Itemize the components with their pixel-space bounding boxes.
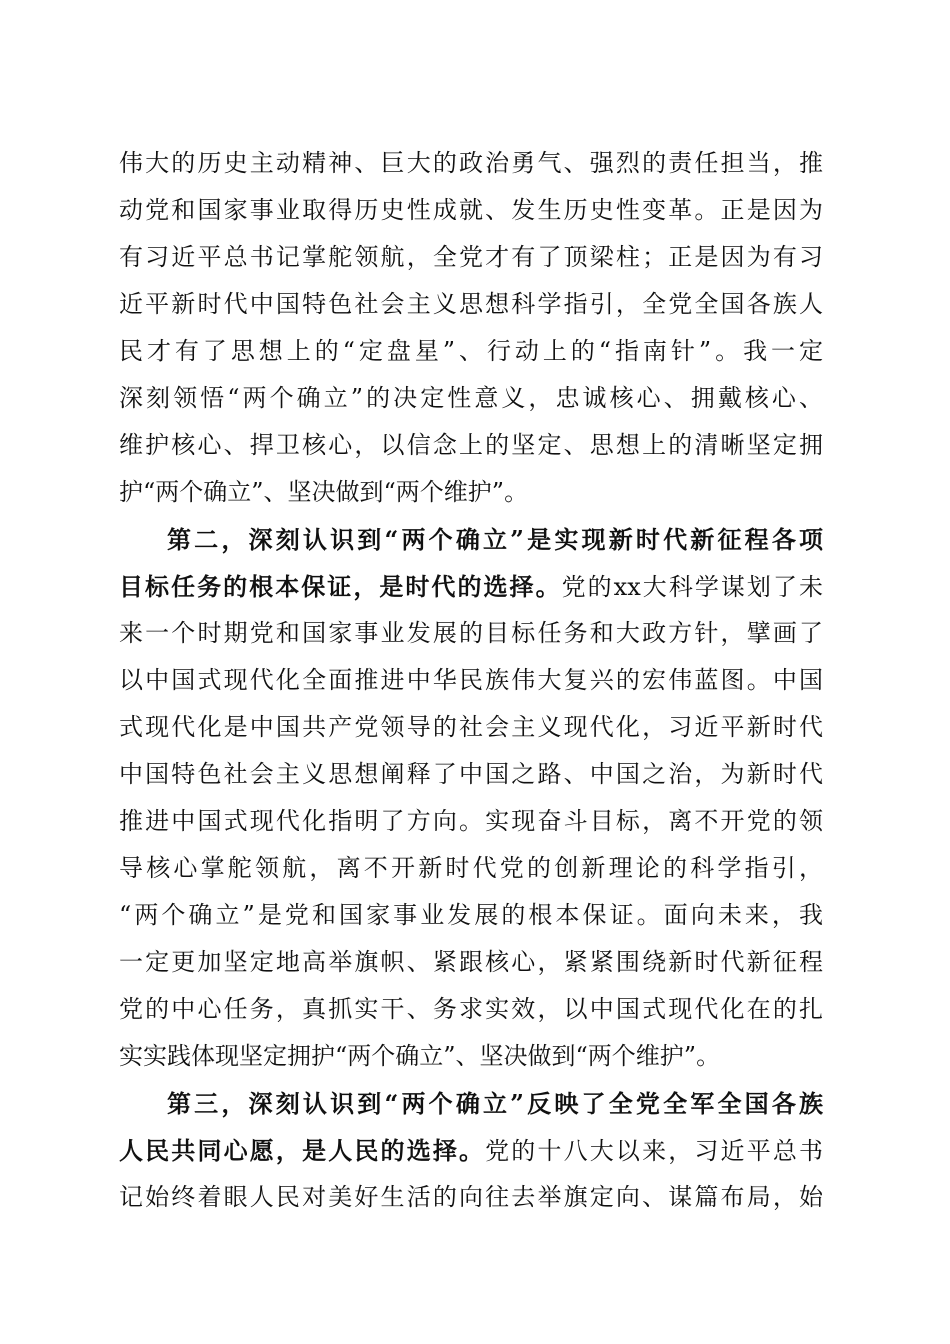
paragraph-2 [119, 516, 823, 1080]
text-line: 记始终着眼人民对美好生活的向往去举旗定向、谋篇布局，始 [119, 1183, 823, 1211]
text-line: 民才有了思想上的“定盘星”、行动上的“指南针”。我一定 [119, 337, 823, 365]
paragraph-3-body-start: 党的十八大以来，习近平总书 [485, 1137, 824, 1165]
text-line: 动党和国家事业取得历史性成就、发生历史性变革。正是因为 [119, 196, 823, 224]
text-line: “两个确立”是党和国家事业发展的根本保证。面向未来，我 [119, 901, 823, 929]
text-line: 党的中心任务，真抓实干、务求实效，以中国式现代化在的扎 [119, 995, 823, 1023]
text-line: 推进中国式现代化指明了方向。实现奋斗目标，离不开党的领 [119, 807, 823, 835]
text-line: 护“两个确立”、坚决做到“两个维护”。 [119, 478, 529, 506]
text-line: 中国特色社会主义思想阐释了中国之路、中国之治，为新时代 [119, 760, 823, 788]
text-line: 导核心掌舵领航，离不开新时代党的创新理论的科学指引， [119, 854, 823, 882]
paragraph-2-heading-tail: 目标任务的根本保证，是时代的选择。 [119, 572, 562, 601]
paragraph-3-heading-tail: 人民共同心愿，是人民的选择。 [119, 1136, 486, 1165]
paragraph-2-heading-line-2 [119, 563, 823, 610]
text-line: 深刻领悟“两个确立”的决定性意义，忠诚核心、拥戴核心、 [119, 384, 823, 412]
text-line: 伟大的历史主动精神、巨大的政治勇气、强烈的责任担当，推 [119, 149, 823, 177]
paragraph-2-heading-line: 第二，深刻认识到“两个确立”是实现新时代新征程各项 [167, 525, 823, 554]
text-line: 以中国式现代化全面推进中华民族伟大复兴的宏伟蓝图。中国 [119, 666, 823, 694]
paragraph-3-heading-line-2 [119, 1127, 823, 1174]
paragraph-2-body-start: 党的xx大科学谋划了未 [561, 573, 823, 601]
text-line: 维护核心、捍卫核心，以信念上的坚定、思想上的清晰坚定拥 [119, 431, 823, 459]
text-line: 来一个时期党和国家事业发展的目标任务和大政方针，擘画了 [119, 619, 823, 647]
text-line: 式现代化是中国共产党领导的社会主义现代化，习近平新时代 [119, 713, 823, 741]
text-line: 有习近平总书记掌舵领航，全党才有了顶梁柱；正是因为有习 [119, 243, 823, 271]
text-line: 实实践体现坚定拥护“两个确立”、坚决做到“两个维护”。 [119, 1042, 721, 1070]
paragraph-1 [119, 140, 823, 516]
document-body [119, 140, 823, 1221]
paragraph-3 [119, 1080, 823, 1221]
text-line: 近平新时代中国特色社会主义思想科学指引，全党全国各族人 [119, 290, 823, 318]
text-line: 一定更加坚定地高举旗帜、紧跟核心，紧紧围绕新时代新征程 [119, 948, 823, 976]
paragraph-3-heading-line: 第三，深刻认识到“两个确立”反映了全党全军全国各族 [167, 1089, 823, 1118]
